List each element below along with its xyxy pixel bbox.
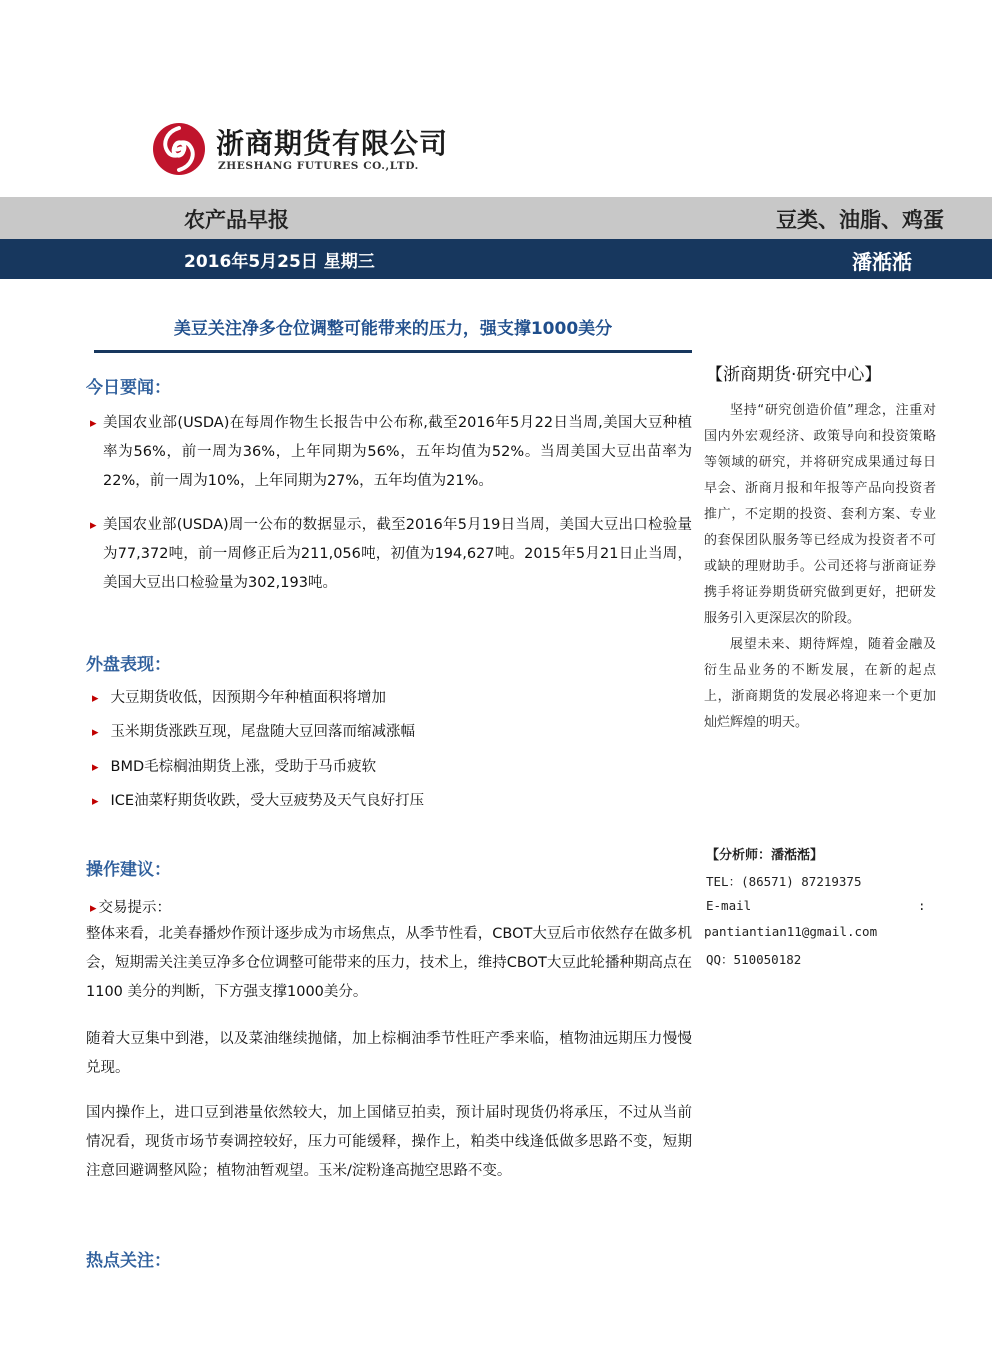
company-logo-icon	[152, 122, 206, 176]
report-type: 农产品早报	[184, 208, 289, 232]
analyst-email-colon: :	[918, 898, 926, 913]
news-item: ▸ 美国农业部(USDA)周一公布的数据显示，截至2016年5月19日当周，美国大豆出口检验量为77,372吨，前一周修正后为211,056吨，初值为194,627吨。2015年5月21日止当周，美国大豆出口检验量为302,193吨。	[86, 511, 692, 598]
report-header-bar	[0, 197, 992, 239]
report-author: 潘湉湉	[852, 250, 912, 274]
trade-tip-label: ▸ 交易提示：	[90, 900, 172, 916]
news-item: ▸ 美国农业部(USDA)在每周作物生长报告中公布称,截至2016年5月22日当周,美国大豆种植率为56%，前一周为36%，上年同期为56%，五年均值为52%。当周美国大豆出苗率为22%，前一周为10%，上年同期为27%，五年均值为21%。	[86, 409, 692, 496]
report-date-bar	[0, 239, 992, 279]
company-name-en: ZHESHANG FUTURES CO.,LTD.	[218, 160, 419, 172]
overseas-item: ▸ 大豆期货收低，因预期今年种植面积将增加	[92, 690, 387, 706]
bullet-arrow-icon: ▸	[90, 518, 97, 533]
headline: 美豆关注净多仓位调整可能带来的压力，强支撑1000美分	[173, 319, 613, 339]
advice-paragraph: 整体来看，北美春播炒作预计逐步成为市场焦点，从季节性看，CBOT大豆后市依然存在做多机会，短期需关注美豆净多仓位调整可能带来的压力，技术上，维持CBOT大豆此轮播种期高点在1100 美分的判断，下方强支撑1000美分。	[86, 926, 692, 1000]
bullet-arrow-icon: ▸	[92, 691, 99, 706]
analyst-email[interactable]: pantiantian11@gmail.com	[704, 924, 878, 939]
advice-paragraph: 国内操作上，进口豆到港量依然较大，加上国储豆拍卖，预计届时现货仍将承压，不过从当前情况看，现货市场节奏调控较好，压力可能缓释，操作上，粕类中线逢低做多思路不变，短期注意回避调整风险；植物油暂观望。玉米/淀粉逢高抛空思路不变。	[86, 1105, 692, 1179]
company-name-cn: 浙商期货有限公司	[216, 127, 449, 160]
section-title-hot: 热点关注：	[86, 1251, 171, 1271]
bullet-arrow-icon: ▸	[92, 760, 99, 775]
bullet-arrow-icon: ▸	[92, 725, 99, 740]
bullet-arrow-icon: ▸	[90, 416, 97, 431]
section-title-news: 今日要闻：	[86, 378, 171, 398]
overseas-item: ▸ BMD毛棕榈油期货上涨，受助于马币疲软	[92, 759, 377, 775]
bullet-arrow-icon: ▸	[90, 901, 97, 916]
headline-divider	[94, 350, 692, 353]
analyst-title: 【分析师：潘湉湉】	[706, 848, 824, 863]
overseas-item: ▸ 玉米期货涨跌互现，尾盘随大豆回落而缩减涨幅	[92, 724, 416, 740]
analyst-email-label: E-mail	[706, 898, 752, 913]
report-categories: 豆类、油脂、鸡蛋	[776, 208, 944, 232]
section-title-overseas: 外盘表现：	[86, 655, 171, 675]
section-title-advice: 操作建议：	[86, 860, 171, 880]
advice-paragraph: 随着大豆集中到港，以及菜油继续抛储，加上棕榈油季节性旺产季来临，植物油远期压力慢慢兑现。	[86, 1031, 692, 1076]
overseas-item: ▸ ICE油菜籽期货收跌，受大豆疲势及天气良好打压	[92, 793, 425, 809]
analyst-qq: QQ：510050182	[706, 952, 802, 967]
report-date: 2016年5月25日 星期三	[184, 252, 375, 272]
research-center-title: 【浙商期货·研究中心】	[706, 365, 882, 385]
research-center-intro: 坚持“研究创造价值”理念，注重对国内外宏观经济、政策导向和投资策略等领域的研究，并将研究成果通过每日早会、浙商月报和年报等产品向投资者推广，不定期的投资、套利方案、专业的套保团队服务等已经成为投资者不可或缺的理财助手。公司还将与浙商证券携手将证券期货研究做到更好，把研发服务引入更深层次的阶段。 展望未来、期待辉煌，随着金融及衍生品业务的不断发展，在新的起点上，浙商期货的发展必将迎来一个更加灿烂辉煌的明天。	[704, 403, 936, 730]
bullet-arrow-icon: ▸	[92, 794, 99, 809]
analyst-tel: TEL：(86571) 87219375	[706, 874, 862, 889]
